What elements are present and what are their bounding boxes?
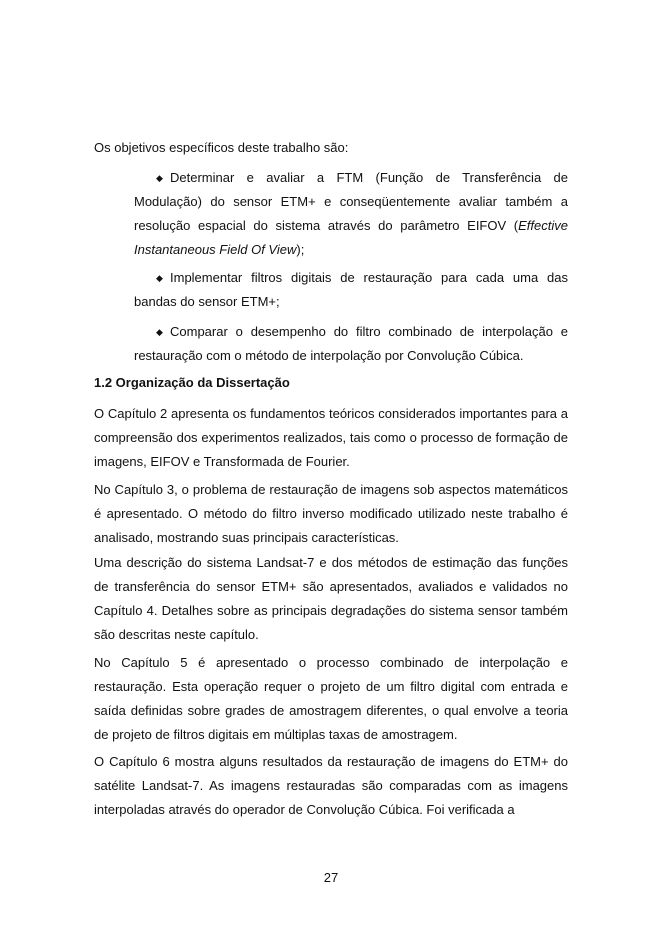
objective-1-text: Determinar e avaliar a FTM (Função de Transferência de Modulação) do sensor ETM+ e conseqüentemente avaliar também a resolução espacial do sistema através do parâmetro EIFOV ( (134, 170, 568, 233)
objective-bullet-2 (134, 266, 568, 314)
bullet-icon: ◆ (156, 273, 163, 283)
bullet-icon: ◆ (156, 327, 163, 337)
objective-bullet-3 (134, 320, 568, 368)
objective-3-text: Comparar o desempenho do filtro combinado de interpolação e restauração com o método de interpolação por Convolução Cúbica. (134, 324, 568, 363)
objective-1-text-end: ); (296, 242, 305, 257)
paragraph-chapter-2: O Capítulo 2 apresenta os fundamentos teóricos considerados importantes para a compreensão dos experimentos realizados, tais como o processo de formação de imagens, EIFOV e Transformada de Fourier. (94, 406, 568, 469)
objective-2-text: Implementar filtros digitais de restauração para cada uma das bandas do sensor ETM+; (134, 270, 568, 309)
page-number: 27 (323, 870, 339, 885)
paragraph-chapter-5: No Capítulo 5 é apresentado o processo combinado de interpolação e restauração. Esta operação requer o projeto de um filtro digital com entrada e saída definidas sobre grades de amostragem diferentes, o qual envolve a teoria de projeto de filtros digitais em múltiplas taxas de amostragem. (94, 655, 568, 742)
paragraph-chapter-4: Uma descrição do sistema Landsat-7 e dos métodos de estimação das funções de transferência do sensor ETM+ são apresentados, avaliados e validados no Capítulo 4. Detalhes sobre as principais degradações do sistema sensor também são descritas neste capítulo. (94, 555, 568, 642)
objective-bullet-1 (134, 166, 568, 262)
bullet-icon: ◆ (156, 173, 163, 183)
paragraph-chapter-3: No Capítulo 3, o problema de restauração de imagens sob aspectos matemáticos é apresentado. O método do filtro inverso modificado utilizado neste trabalho é analisado, mostrando suas principais características. (94, 482, 568, 545)
intro-text: Os objetivos específicos deste trabalho são: (94, 140, 349, 155)
section-heading: 1.2 Organização da Dissertação (94, 375, 290, 390)
objective-1-italic: Effective Instantaneous Field Of View (134, 218, 568, 257)
paragraph-chapter-6: O Capítulo 6 mostra alguns resultados da restauração de imagens do ETM+ do satélite Landsat-7. As imagens restauradas são comparadas com as imagens interpoladas através do operador de Convolução Cúbica. Foi verificada a (94, 754, 568, 817)
